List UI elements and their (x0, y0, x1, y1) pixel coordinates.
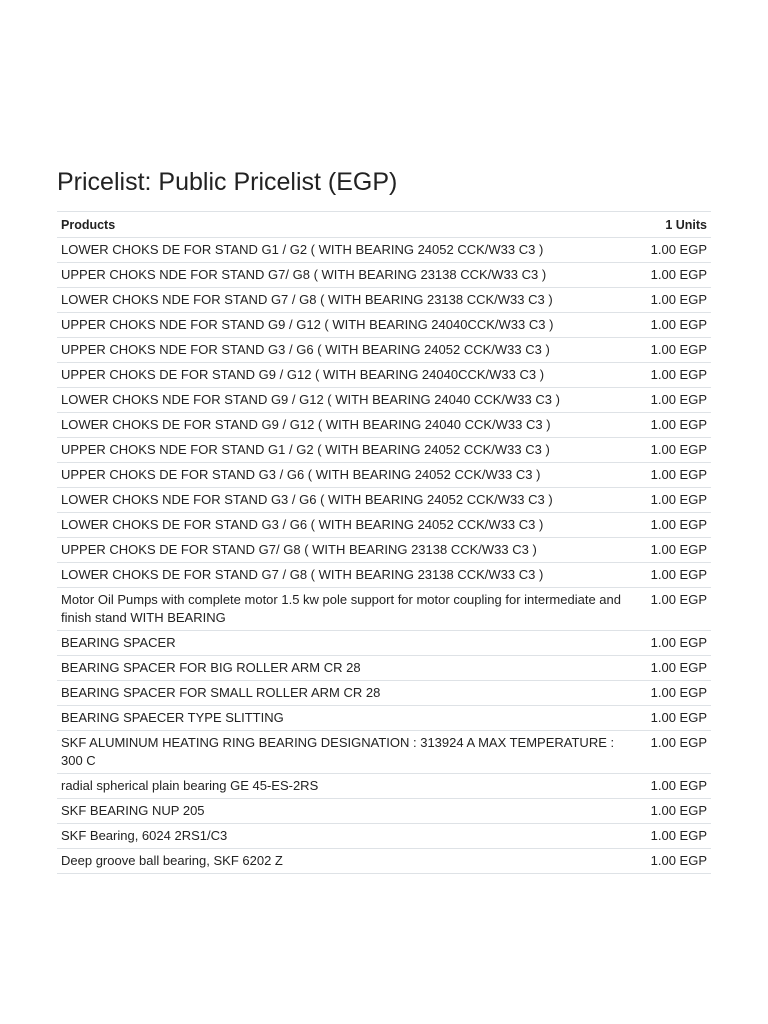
product-name: Deep groove ball bearing, SKF 6202 Z (57, 849, 643, 874)
table-header-row (57, 212, 711, 238)
table-row (57, 588, 711, 631)
product-name: UPPER CHOKS DE FOR STAND G7/ G8 ( WITH BEARING 23138 CCK/W33 C3 ) (57, 538, 643, 563)
table-row (57, 413, 711, 438)
product-price: 1.00 EGP (643, 588, 711, 631)
product-price: 1.00 EGP (643, 799, 711, 824)
product-name: LOWER CHOKS NDE FOR STAND G7 / G8 ( WITH BEARING 23138 CCK/W33 C3 ) (57, 288, 643, 313)
product-name: SKF BEARING NUP 205 (57, 799, 643, 824)
product-name: UPPER CHOKS NDE FOR STAND G9 / G12 ( WITH BEARING 24040CCK/W33 C3 ) (57, 313, 643, 338)
table-row (57, 438, 711, 463)
table-row (57, 488, 711, 513)
product-price: 1.00 EGP (643, 388, 711, 413)
product-price: 1.00 EGP (643, 774, 711, 799)
product-price: 1.00 EGP (643, 538, 711, 563)
pricelist-table (57, 211, 711, 874)
product-name: SKF ALUMINUM HEATING RING BEARING DESIGNATION : 313924 A MAX TEMPERATURE : 300 C (57, 731, 643, 774)
product-name: LOWER CHOKS DE FOR STAND G3 / G6 ( WITH BEARING 24052 CCK/W33 C3 ) (57, 513, 643, 538)
table-row (57, 731, 711, 774)
table-row (57, 774, 711, 799)
product-price: 1.00 EGP (643, 263, 711, 288)
product-name: radial spherical plain bearing GE 45-ES-2RS (57, 774, 643, 799)
product-price: 1.00 EGP (643, 238, 711, 263)
product-name: UPPER CHOKS NDE FOR STAND G3 / G6 ( WITH BEARING 24052 CCK/W33 C3 ) (57, 338, 643, 363)
table-row (57, 463, 711, 488)
table-row (57, 631, 711, 656)
product-price: 1.00 EGP (643, 338, 711, 363)
product-name: UPPER CHOKS DE FOR STAND G9 / G12 ( WITH BEARING 24040CCK/W33 C3 ) (57, 363, 643, 388)
products-column-header: Products (57, 212, 643, 238)
product-price: 1.00 EGP (643, 824, 711, 849)
product-price: 1.00 EGP (643, 681, 711, 706)
table-row (57, 513, 711, 538)
table-row (57, 538, 711, 563)
page-title: Pricelist: Public Pricelist (EGP) (57, 168, 398, 196)
product-price: 1.00 EGP (643, 563, 711, 588)
units-column-header: 1 Units (643, 212, 711, 238)
product-name: UPPER CHOKS NDE FOR STAND G1 / G2 ( WITH BEARING 24052 CCK/W33 C3 ) (57, 438, 643, 463)
product-price: 1.00 EGP (643, 731, 711, 774)
product-price: 1.00 EGP (643, 706, 711, 731)
table-row (57, 824, 711, 849)
table-row (57, 849, 711, 874)
product-name: LOWER CHOKS NDE FOR STAND G9 / G12 ( WITH BEARING 24040 CCK/W33 C3 ) (57, 388, 643, 413)
product-name: UPPER CHOKS DE FOR STAND G3 / G6 ( WITH BEARING 24052 CCK/W33 C3 ) (57, 463, 643, 488)
table-body (57, 238, 711, 874)
product-name: SKF Bearing, 6024 2RS1/C3 (57, 824, 643, 849)
table-row (57, 706, 711, 731)
product-price: 1.00 EGP (643, 656, 711, 681)
table-row (57, 338, 711, 363)
product-name: UPPER CHOKS NDE FOR STAND G7/ G8 ( WITH BEARING 23138 CCK/W33 C3 ) (57, 263, 643, 288)
table-row (57, 656, 711, 681)
product-price: 1.00 EGP (643, 413, 711, 438)
product-price: 1.00 EGP (643, 438, 711, 463)
table-row (57, 288, 711, 313)
table-row (57, 238, 711, 263)
product-name: LOWER CHOKS DE FOR STAND G9 / G12 ( WITH BEARING 24040 CCK/W33 C3 ) (57, 413, 643, 438)
product-price: 1.00 EGP (643, 488, 711, 513)
table-row (57, 313, 711, 338)
product-name: BEARING SPAECER TYPE SLITTING (57, 706, 643, 731)
product-name: LOWER CHOKS NDE FOR STAND G3 / G6 ( WITH BEARING 24052 CCK/W33 C3 ) (57, 488, 643, 513)
product-price: 1.00 EGP (643, 513, 711, 538)
product-name: BEARING SPACER (57, 631, 643, 656)
table-row (57, 263, 711, 288)
table-row (57, 388, 711, 413)
pricelist-page (57, 167, 711, 874)
table-row (57, 363, 711, 388)
table-row (57, 799, 711, 824)
product-name: Motor Oil Pumps with complete motor 1.5 kw pole support for motor coupling for intermediate and finish stand WITH BEARING (57, 588, 643, 631)
product-price: 1.00 EGP (643, 288, 711, 313)
product-name: LOWER CHOKS DE FOR STAND G7 / G8 ( WITH BEARING 23138 CCK/W33 C3 ) (57, 563, 643, 588)
product-price: 1.00 EGP (643, 631, 711, 656)
product-price: 1.00 EGP (643, 313, 711, 338)
product-price: 1.00 EGP (643, 463, 711, 488)
product-price: 1.00 EGP (643, 849, 711, 874)
table-row (57, 563, 711, 588)
product-name: LOWER CHOKS DE FOR STAND G1 / G2 ( WITH BEARING 24052 CCK/W33 C3 ) (57, 238, 643, 263)
table-row (57, 681, 711, 706)
product-name: BEARING SPACER FOR SMALL ROLLER ARM CR 28 (57, 681, 643, 706)
product-price: 1.00 EGP (643, 363, 711, 388)
product-name: BEARING SPACER FOR BIG ROLLER ARM CR 28 (57, 656, 643, 681)
